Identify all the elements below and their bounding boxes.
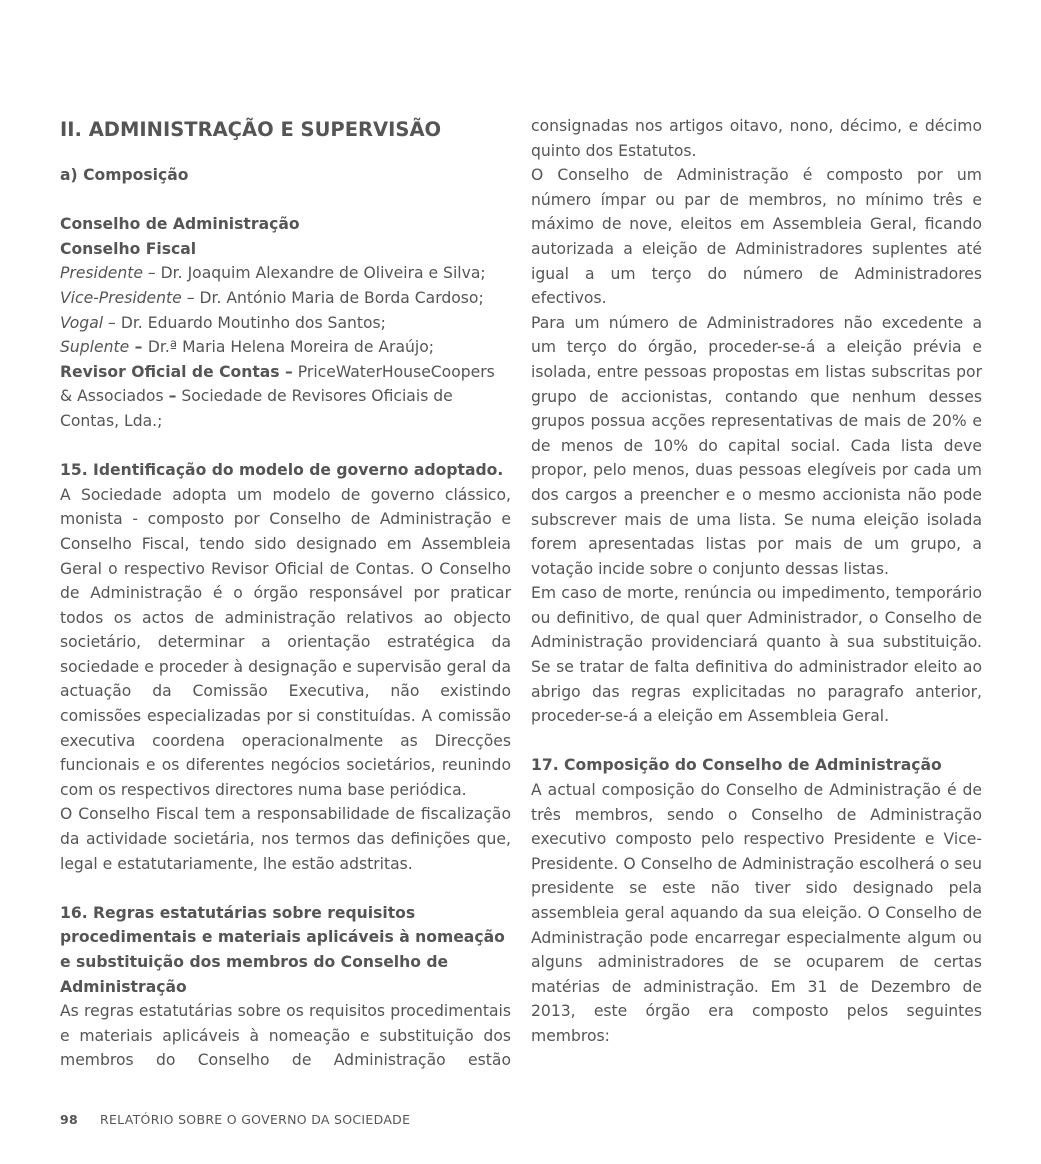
member-line — [60, 311, 511, 336]
member-role: Suplente — [60, 338, 130, 357]
member-role: Presidente — [60, 264, 143, 283]
fiscal-heading: Conselho Fiscal — [60, 239, 197, 258]
section-16-paragraph: O Conselho de Administração é composto por um número ímpar ou par de membros, no mínimo três e máximo de nove, eleitos em Assembleia Geral, ficando autorizada a eleição de Administradores suplentes até igual a um terço do número de Administradores efectivos. — [531, 166, 982, 308]
section-title: II. ADMINISTRAÇÃO E SUPERVISÃO — [60, 118, 442, 141]
member-role: Vogal — [60, 313, 104, 332]
auditor-name-1: PriceWaterHouseCoopers & Associados — [60, 362, 495, 406]
page-footer — [60, 1112, 410, 1127]
page-number: 98 — [60, 1112, 78, 1127]
member-sep: – — [129, 338, 148, 357]
subsection-heading: a) Composição — [60, 166, 189, 184]
auditor-dash: – — [168, 387, 177, 406]
section-16-paragraph: Em caso de morte, renúncia ou impedimento, temporário ou definitivo, de qual quer Administrador, o Conselho de Administração providenciará quanto à sua substituição. Se se tratar de falta definitiva do administrador eleito ao abrigo das regras explicitadas no paragrafo anterior, proceder-se-á a eleição em Assembleia Geral. — [531, 584, 982, 726]
member-line — [60, 335, 511, 360]
member-line — [60, 286, 511, 311]
running-title: RELATÓRIO SOBRE O GOVERNO DA SOCIEDADE — [100, 1112, 411, 1127]
section-17-paragraph: A actual composição do Conselho de Administração é de três membros, sendo o Conselho de Administração executivo composto pelo respectivo Presidente e Vice-Presidente. O Conselho de Administração escolherá o seu presidente se este não tiver sido designado pela assembleia geral aquando da sua eleição. O Conselho de Administração pode encarregar especialmente algum ou alguns administradores de se ocuparem de certas matérias de administração. Em 31 de Dezembro de 2013, este órgão era composto pelos seguintes membros: — [531, 781, 982, 1045]
member-name: Dr. António Maria de Borda Cardoso; — [199, 288, 484, 307]
left-column — [60, 114, 511, 1073]
auditor-line — [60, 360, 511, 434]
member-sep: – — [103, 313, 121, 332]
section-15-paragraph: O Conselho Fiscal tem a responsabilidade de fiscalização da actividade societária, nos termos das definições que, legal e estatutariamente, lhe estão adstritas. — [60, 805, 511, 873]
member-sep: – — [142, 264, 161, 283]
section-16-paragraph-cont: consignadas nos artigos oitavo, nono, décimo, e décimo quinto dos Estatutos. — [531, 117, 982, 160]
member-name: Dr. Eduardo Moutinho dos Santos; — [120, 313, 386, 332]
section-16-paragraph: Para um número de Administradores não excedente a um terço do órgão, proceder-se-á a eleição prévia e isolada, entre pessoas propostas em listas subscritas por grupo de accionistas, contando que nenhum desses grupos possua acções representativas de mais de 20% e de menos de 10% do capital social. Cada lista deve propor, pelo menos, duas pessoas elegíveis por cada um dos cargos a preencher e o mesmo accionista não pode subscrever mais de uma lista. Se numa eleição isolada forem apresentadas listas por mais de um grupo, a votação incide sobre o conjunto dessas listas. — [531, 313, 982, 578]
right-column — [531, 114, 982, 1049]
section-15-title: 15. Identificação do modelo de governo adoptado. — [60, 461, 504, 480]
member-name: Dr. Joaquim Alexandre de Oliveira e Silva; — [160, 264, 486, 283]
section-16-title: 16. Regras estatutárias sobre requisitos procedimentais e materiais aplicáveis à nomeação e substituição dos membros do Conselho de Administração — [60, 903, 505, 996]
member-name: Dr.ª Maria Helena Moreira de Araújo; — [147, 338, 435, 357]
board-heading: Conselho de Administração — [60, 215, 300, 234]
section-15-paragraph: A Sociedade adopta um modelo de governo clássico, monista - composto por Conselho de Administração e Conselho Fiscal, tendo sido designado em Assembleia Geral o respectivo Revisor Oficial de Contas. O Conselho de Administração é o órgão responsável por praticar todos os actos de administração relativos ao objecto societário, determinar a orientação estratégica da sociedade e proceder à designação e supervisão geral da actuação da Comissão Executiva, não existindo comissões especializadas por si constituídas. A comissão executiva coordena operacionalmente as Direcções funcionais e os diferentes negócios societários, reunindo com os respectivos directores numa base periódica. — [60, 485, 511, 799]
section-16-paragraph: As regras estatutárias sobre os requisitos procedimentais e materiais aplicáveis à nomeação e substituição dos membros do Conselho de Administração estão — [60, 1002, 511, 1070]
section-17-title: 17. Composição do Conselho de Administração — [531, 756, 942, 775]
auditor-label: Revisor Oficial de Contas – — [60, 362, 293, 381]
member-role: Vice-Presidente — [60, 288, 182, 307]
member-sep: – — [181, 288, 200, 307]
member-line — [60, 261, 511, 286]
auditor-name-2: Sociedade de Revisores Oficiais de Contas, Lda.; — [60, 387, 453, 430]
